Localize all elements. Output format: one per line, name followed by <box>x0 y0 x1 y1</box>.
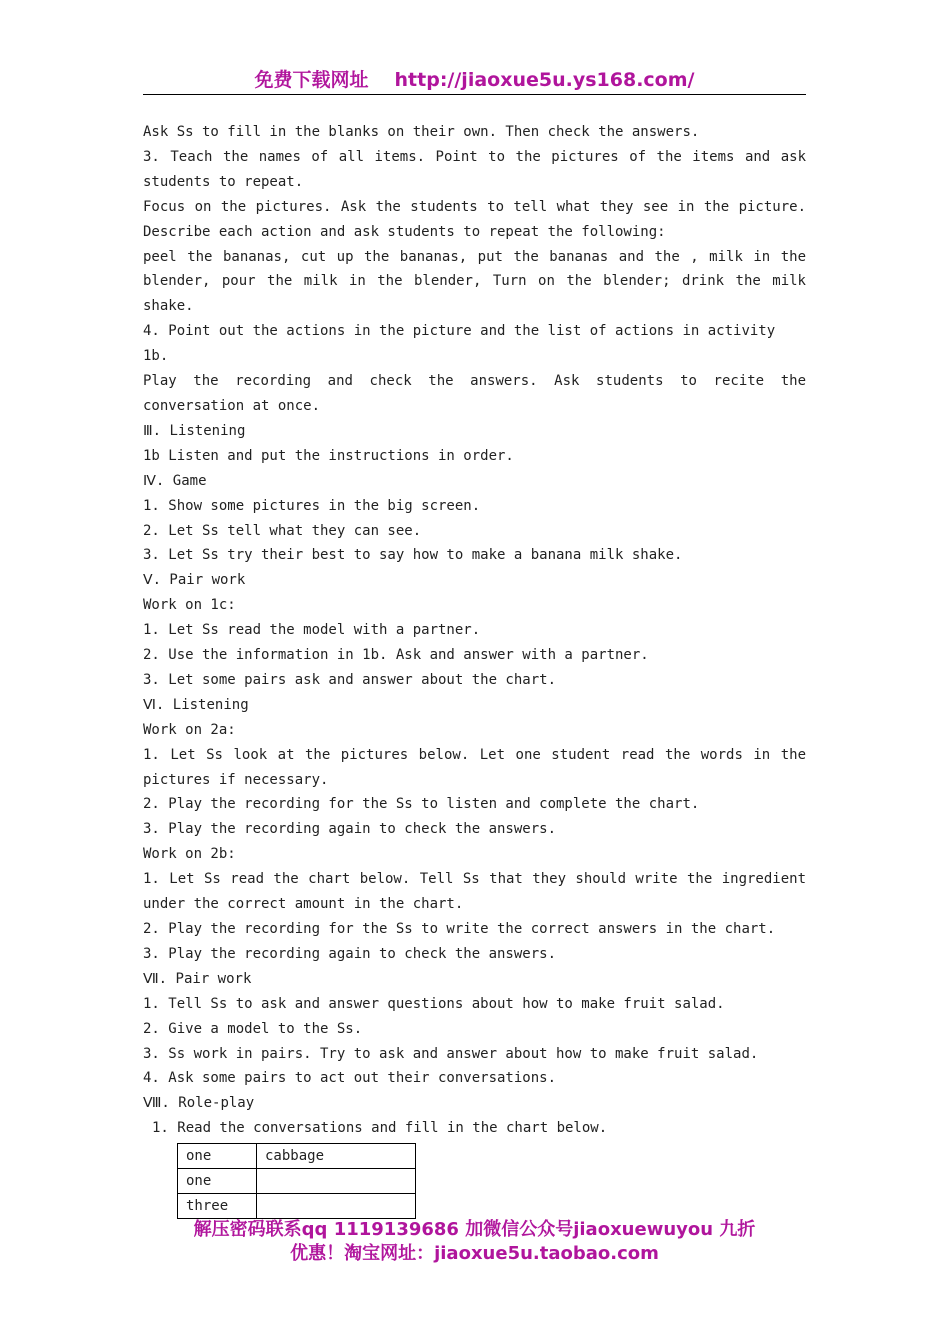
table-cell: cabbage <box>257 1144 416 1169</box>
body-line: 2. Give a model to the Ss. <box>143 1020 363 1037</box>
body-line: 2. Let Ss tell what they can see. <box>143 522 422 539</box>
page-footer <box>143 1218 806 1266</box>
body-line: 1. Read the conversations and fill in the chart below. <box>152 1120 608 1137</box>
body-line: Ask Ss to fill in the blanks on their own. Then check the answers. <box>143 124 700 140</box>
body-line: peel the bananas, cut up the bananas, put the bananas and the , milk in the <box>143 248 806 265</box>
body-line: 4. Ask some pairs to act out their conversations. <box>143 1070 557 1087</box>
body-line: Focus on the pictures. Ask the students to tell what they see in the picture. <box>143 198 806 215</box>
header-label: 免费下载网址 <box>254 69 369 91</box>
body-line: 3. Play the recording again to check the answers. <box>143 945 557 962</box>
body-line: conversation at once. <box>143 397 321 414</box>
body-line: under the correct amount in the chart. <box>143 896 464 913</box>
table-cell <box>257 1169 416 1194</box>
body-line: 3. Play the recording again to check the answers. <box>143 821 557 838</box>
body-line: 2. Play the recording for the Ss to listen and complete the chart. <box>143 796 700 813</box>
footer-shop-line: 优惠！淘宝网址：jiaoxue5u.taobao.com <box>290 1243 659 1264</box>
body-line: 4. Point out the actions in the picture and the list of actions in activity 1b. <box>143 323 776 365</box>
body-line: 3. Let some pairs ask and answer about the chart. <box>143 671 557 688</box>
table-row <box>178 1194 416 1219</box>
body-line: 3. Let Ss try their best to say how to make a banana milk shake. <box>143 547 683 564</box>
body-line: 1. Show some pictures in the big screen. <box>143 497 481 514</box>
body-line: 1. Let Ss read the model with a partner. <box>143 622 481 639</box>
body-line: Work on 2b: <box>143 846 236 863</box>
footer-contact-line: 解压密码联系qq 1119139686 加微信公众号jiaoxuewuyou 九折 <box>193 1219 756 1240</box>
body-line: 2. Use the information in 1b. Ask and answer with a partner. <box>143 647 649 664</box>
table-row <box>178 1169 416 1194</box>
header-url-link[interactable]: http://jiaoxue5u.ys168.com/ <box>394 69 695 91</box>
section-heading: Ⅲ. Listening <box>143 422 246 439</box>
body-line: students to repeat. <box>143 173 304 190</box>
section-heading: Ⅷ. Role-play <box>143 1095 255 1112</box>
body-line: 3. Teach the names of all items. Point to the pictures of the items and ask <box>143 148 806 165</box>
page-header <box>143 66 806 95</box>
table-row <box>178 1144 416 1169</box>
table-cell: three <box>178 1194 257 1219</box>
body-line: 1b Listen and put the instructions in order. <box>143 447 514 464</box>
body-line: 1. Let Ss read the chart below. Tell Ss that they should write the ingredient <box>143 871 806 888</box>
body-line: Work on 2a: <box>143 721 236 738</box>
section-heading: Ⅵ. Listening <box>143 696 249 713</box>
table-cell: one <box>178 1144 257 1169</box>
body-line: Describe each action and ask students to repeat the following: <box>143 223 666 240</box>
table-cell <box>257 1194 416 1219</box>
section-heading: Ⅶ. Pair work <box>143 970 252 987</box>
table-cell: one <box>178 1169 257 1194</box>
body-line: shake. <box>143 298 194 315</box>
section-heading: Ⅴ. Pair work <box>143 572 246 589</box>
document-body <box>143 120 806 1219</box>
body-line: Work on 1c: <box>143 597 236 614</box>
fill-in-chart <box>177 1143 416 1219</box>
body-line: Play the recording and check the answers. Ask students to recite the <box>143 373 806 390</box>
body-line: blender, pour the milk in the blender, Turn on the blender; drink the milk <box>143 273 806 290</box>
body-line: 2. Play the recording for the Ss to write the correct answers in the chart. <box>143 921 776 937</box>
body-line: 1. Let Ss look at the pictures below. Let one student read the words in the <box>143 746 806 763</box>
body-line: pictures if necessary. <box>143 771 329 788</box>
section-heading: Ⅳ. Game <box>143 472 207 489</box>
body-line: 1. Tell Ss to ask and answer questions about how to make fruit salad. <box>143 995 725 1012</box>
body-line: 3. Ss work in pairs. Try to ask and answer about how to make fruit salad. <box>143 1045 759 1062</box>
